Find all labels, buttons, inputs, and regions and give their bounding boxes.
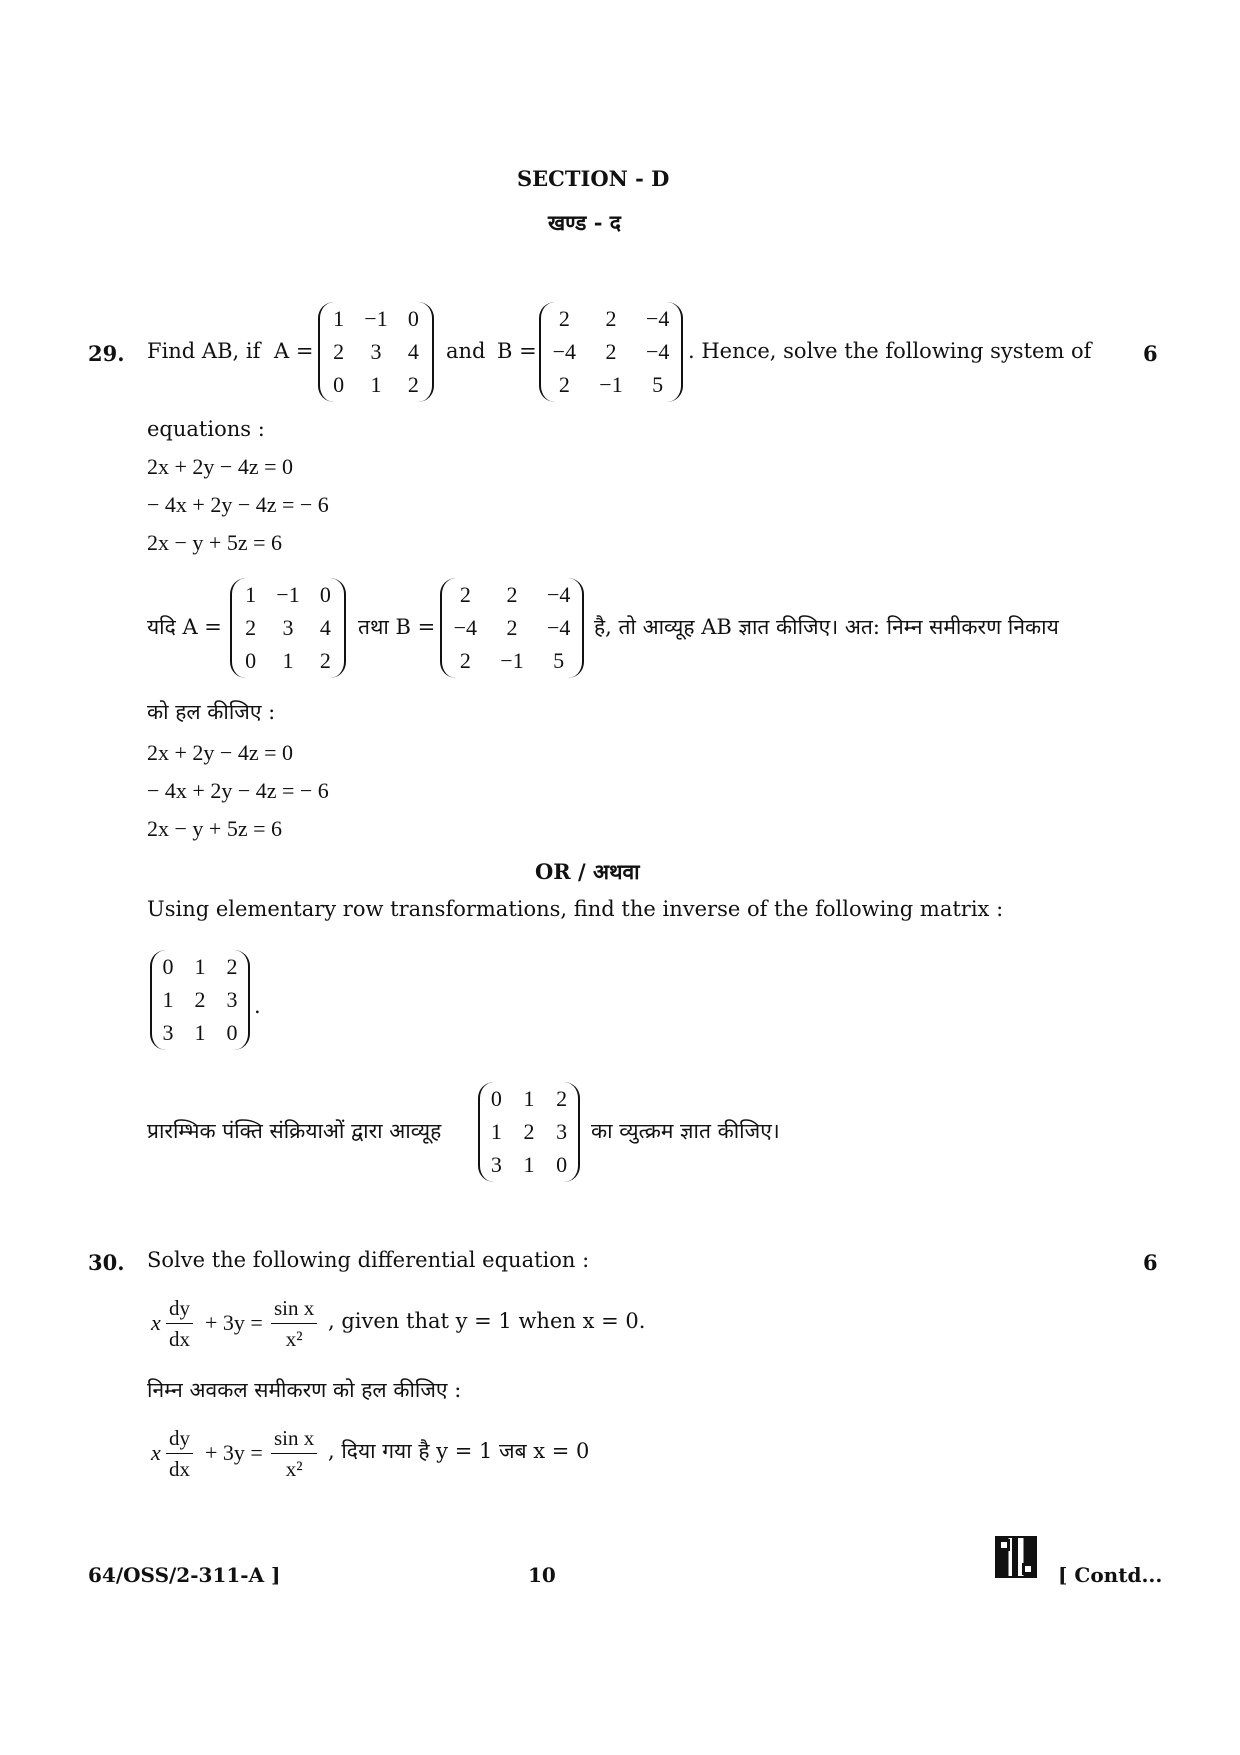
matrix-cell: 2 — [556, 1085, 568, 1111]
matrix-cell: 2 — [605, 338, 617, 364]
alt-hindi-prefix: प्रारम्भिक पंक्ति संक्रियाओं द्वारा आव्यूह — [147, 1119, 442, 1143]
alt-matrix-hindi — [478, 1082, 580, 1182]
dy-dx-fraction — [166, 1426, 193, 1482]
q30-prompt-hindi: निम्न अवकल समीकरण को हल कीजिए : — [147, 1378, 462, 1402]
matrix-cell: 2 — [245, 614, 257, 640]
qr-code-icon — [995, 1536, 1037, 1578]
matrix-cell: 0 — [245, 648, 257, 674]
matrix-a — [318, 302, 434, 402]
equation-2: − 4x + 2y − 4z = − 6 — [147, 492, 329, 517]
matrix-cell: 2 — [523, 1118, 535, 1144]
alt-hindi-suffix: का व्युत्क्रम ज्ञात कीजिए। — [591, 1119, 780, 1143]
alt-matrix — [150, 950, 250, 1050]
matrix-cell: 0 — [226, 1020, 238, 1046]
equation-1-hindi: 2x + 2y − 4z = 0 — [147, 740, 293, 765]
matrix-cell: 2 — [506, 614, 518, 640]
eq-plus-3y: + 3y = — [205, 1440, 263, 1465]
matrix-cell: 2 — [194, 986, 206, 1012]
matrix-cell: 2 — [558, 305, 570, 331]
alternative-prompt: Using elementary row transformations, find the inverse of the following matrix : — [147, 897, 1004, 921]
question-marks: 6 — [1143, 1250, 1158, 1275]
matrix-cell: −4 — [645, 338, 670, 364]
matrix-cell: 2 — [333, 338, 345, 364]
matrix-cell: 3 — [556, 1118, 568, 1144]
matrix-cell: 0 — [162, 953, 174, 979]
b-equals: B = — [497, 339, 537, 363]
matrix-cell: −4 — [645, 305, 670, 331]
fraction-numerator: sin x — [271, 1296, 317, 1324]
hindi-suffix: है, तो आव्यूह AB ज्ञात कीजिए। अत: निम्न समीकरण निकाय — [594, 615, 1059, 639]
matrix-cell: 1 — [245, 581, 257, 607]
matrix-cell: 2 — [558, 372, 570, 398]
matrix-cell: 1 — [333, 305, 345, 331]
matrix-cell: 1 — [282, 648, 294, 674]
find-ab-prefix: Find AB, if — [147, 339, 261, 363]
matrix-cell: 5 — [553, 648, 565, 674]
matrix-cell: 3 — [162, 1020, 174, 1046]
fraction-numerator: dy — [166, 1296, 193, 1324]
matrix-cell: 5 — [652, 372, 664, 398]
matrix-cell: 0 — [319, 581, 331, 607]
given-text: , given that y = 1 when x = 0. — [328, 1309, 646, 1333]
equation-2-hindi: − 4x + 2y − 4z = − 6 — [147, 778, 329, 803]
contd-label: [ Contd... — [1058, 1563, 1163, 1587]
equation-3-hindi: 2x − y + 5z = 6 — [147, 816, 282, 841]
matrix-cell: 3 — [490, 1152, 502, 1178]
matrix-cell: −4 — [552, 338, 577, 364]
hindi-solve-label: को हल कीजिए : — [147, 700, 276, 724]
hindi-tatha: तथा B = — [358, 615, 436, 639]
alt-period: . — [254, 994, 261, 1018]
matrix-cell: 2 — [459, 648, 471, 674]
matrix-cell: −1 — [599, 372, 623, 398]
section-title: SECTION - D — [517, 166, 670, 191]
given-text-hindi: , दिया गया है y = 1 जब x = 0 — [328, 1439, 590, 1463]
hence-text: . Hence, solve the following system of — [688, 339, 1092, 363]
matrix-cell: 2 — [605, 305, 617, 331]
matrix-cell: 1 — [194, 1020, 206, 1046]
matrix-cell: 4 — [319, 614, 331, 640]
matrix-cell: 1 — [490, 1118, 502, 1144]
matrix-cell: −4 — [453, 614, 478, 640]
matrix-cell: −4 — [546, 581, 571, 607]
matrix-cell: 0 — [556, 1152, 568, 1178]
matrix-cell: −1 — [500, 648, 524, 674]
matrix-a-hindi — [230, 578, 346, 678]
a-equals: A = — [274, 339, 314, 363]
matrix-cell: 1 — [523, 1085, 535, 1111]
dy-dx-fraction — [166, 1296, 193, 1352]
section-title-hindi: खण्ड - द — [548, 210, 621, 235]
sinx-fraction — [271, 1426, 317, 1482]
eq-x: x — [151, 1440, 161, 1465]
matrix-cell: 1 — [370, 372, 382, 398]
q30-prompt: Solve the following differential equation : — [147, 1248, 590, 1272]
matrix-cell: 1 — [523, 1152, 535, 1178]
matrix-cell: 2 — [226, 953, 238, 979]
matrix-cell: 2 — [506, 581, 518, 607]
question-number: 30. — [88, 1250, 125, 1275]
or-label: OR / अथवा — [535, 859, 640, 884]
question-number: 29. — [88, 341, 125, 366]
matrix-cell: 1 — [194, 953, 206, 979]
matrix-cell: −1 — [276, 581, 300, 607]
matrix-cell: 4 — [407, 338, 419, 364]
hindi-prefix: यदि A = — [147, 615, 222, 639]
matrix-cell: 2 — [407, 372, 419, 398]
matrix-cell: 2 — [319, 648, 331, 674]
matrix-cell: 3 — [226, 986, 238, 1012]
fraction-denominator: dx — [169, 1327, 190, 1351]
fraction-denominator: x² — [285, 1457, 303, 1481]
and-word: and — [446, 339, 486, 363]
eq-plus-3y: + 3y = — [205, 1310, 263, 1335]
matrix-cell: 3 — [370, 338, 382, 364]
sinx-fraction — [271, 1296, 317, 1352]
fraction-numerator: sin x — [271, 1426, 317, 1454]
eq-x: x — [151, 1310, 161, 1335]
matrix-b-hindi — [440, 578, 584, 678]
matrix-cell: −4 — [546, 614, 571, 640]
equation-1: 2x + 2y − 4z = 0 — [147, 454, 293, 479]
matrix-cell: 0 — [407, 305, 419, 331]
page-number: 10 — [528, 1563, 556, 1587]
matrix-cell: 3 — [282, 614, 294, 640]
paper-code: 64/OSS/2-311-A ] — [88, 1563, 281, 1587]
fraction-denominator: dx — [169, 1457, 190, 1481]
equations-label: equations : — [147, 417, 265, 441]
equation-3: 2x − y + 5z = 6 — [147, 530, 282, 555]
matrix-cell: 0 — [333, 372, 345, 398]
matrix-cell: 2 — [459, 581, 471, 607]
matrix-cell: 1 — [162, 986, 174, 1012]
question-marks: 6 — [1143, 341, 1158, 366]
matrix-cell: 0 — [490, 1085, 502, 1111]
matrix-b — [539, 302, 683, 402]
fraction-denominator: x² — [285, 1327, 303, 1351]
fraction-numerator: dy — [166, 1426, 193, 1454]
matrix-cell: −1 — [364, 305, 388, 331]
